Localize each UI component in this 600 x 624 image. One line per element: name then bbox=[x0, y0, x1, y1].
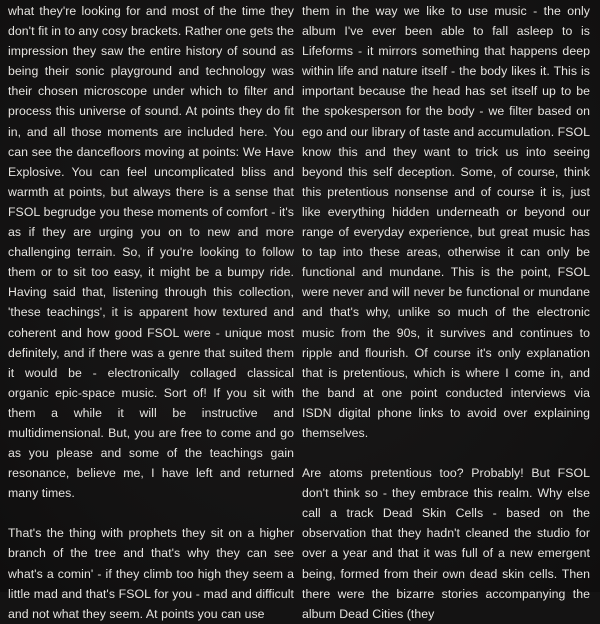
right-paragraph-2: Are atoms pretentious too? Probably! But FSOL don't think so - they embrace this realm. Why else call a track Dead Skin Cells - based on the observation that they hadn't cleaned the studio for over a year and that it was full of a new emergent being, formed from their own dead skin cells. Then there were the bizarre stories accompanying the album Dead Cities (they bbox=[302, 466, 590, 621]
right-paragraph-1: them in the way we like to use music - the only album I've ever been able to fall asleep to is Lifeforms - it mirrors something that happens deep within life and nature itself - the body likes it. This is important because the head has set itself up to be the spokesperson for the body - we filter based on ego and our library of taste and accumulation. FSOL know this and they want to trick us into seeing beyond this self deception. Some, of course, think this pretentious nonsense and of course it is, just like everything hidden underneath or beyond our range of everyday experience, but great music has to tap into these areas, otherwise it can only be functional and mundane. This is the point, FSOL were never and will never be functional or mundane and that's why, unlike so much of the electronic music from the 90s, it survives and continues to ripple and flourish. Of course it's only explanation that is pretentious, which is where I come in, and the band at one point conducted interviews via ISDN digital phone links to avoid over explaining themselves. bbox=[302, 4, 590, 440]
right-text-column bbox=[302, 1, 590, 624]
left-paragraph-1: what they're looking for and most of the time they don't fit in to any cosy brackets. Rather one gets the impression they saw the entire history of sound as being their sonic playground and technology was their chosen microscope under which to filter and process this universe of sound. At points they do fit in, and all those moments are included here. You can see the dancefloors moving at points: We Have Explosive. You can feel uncomplicated bliss and warmth at points, but always there is a sense that FSOL begrudge you these moments of comfort - it's as if they are urging you on to new and more challenging terrain. So, if you're looking to follow them or to sit too easy, it might be a bumpy ride. Having said that, listening through this collection, 'these teachings', it is apparent how textured and coherent and how good FSOL were - unique most definitely, and if there was a genre that suited them it would be - electronically collaged classical organic epic-space music. Sort of! If you sit with them a while it will be instructive and multidimensional. But, you are free to come and go as you please and some of the teachings gain resonance, believe me, I have left and returned many times. bbox=[8, 4, 294, 501]
left-text-column bbox=[8, 1, 294, 624]
left-paragraph-2: That's the thing with prophets they sit on a higher branch of the tree and that's why they can see what's a comin' - if they climb too high they seem a little mad and that's FSOL for you - mad and difficult and not what they seem. At points you can use bbox=[8, 526, 294, 621]
